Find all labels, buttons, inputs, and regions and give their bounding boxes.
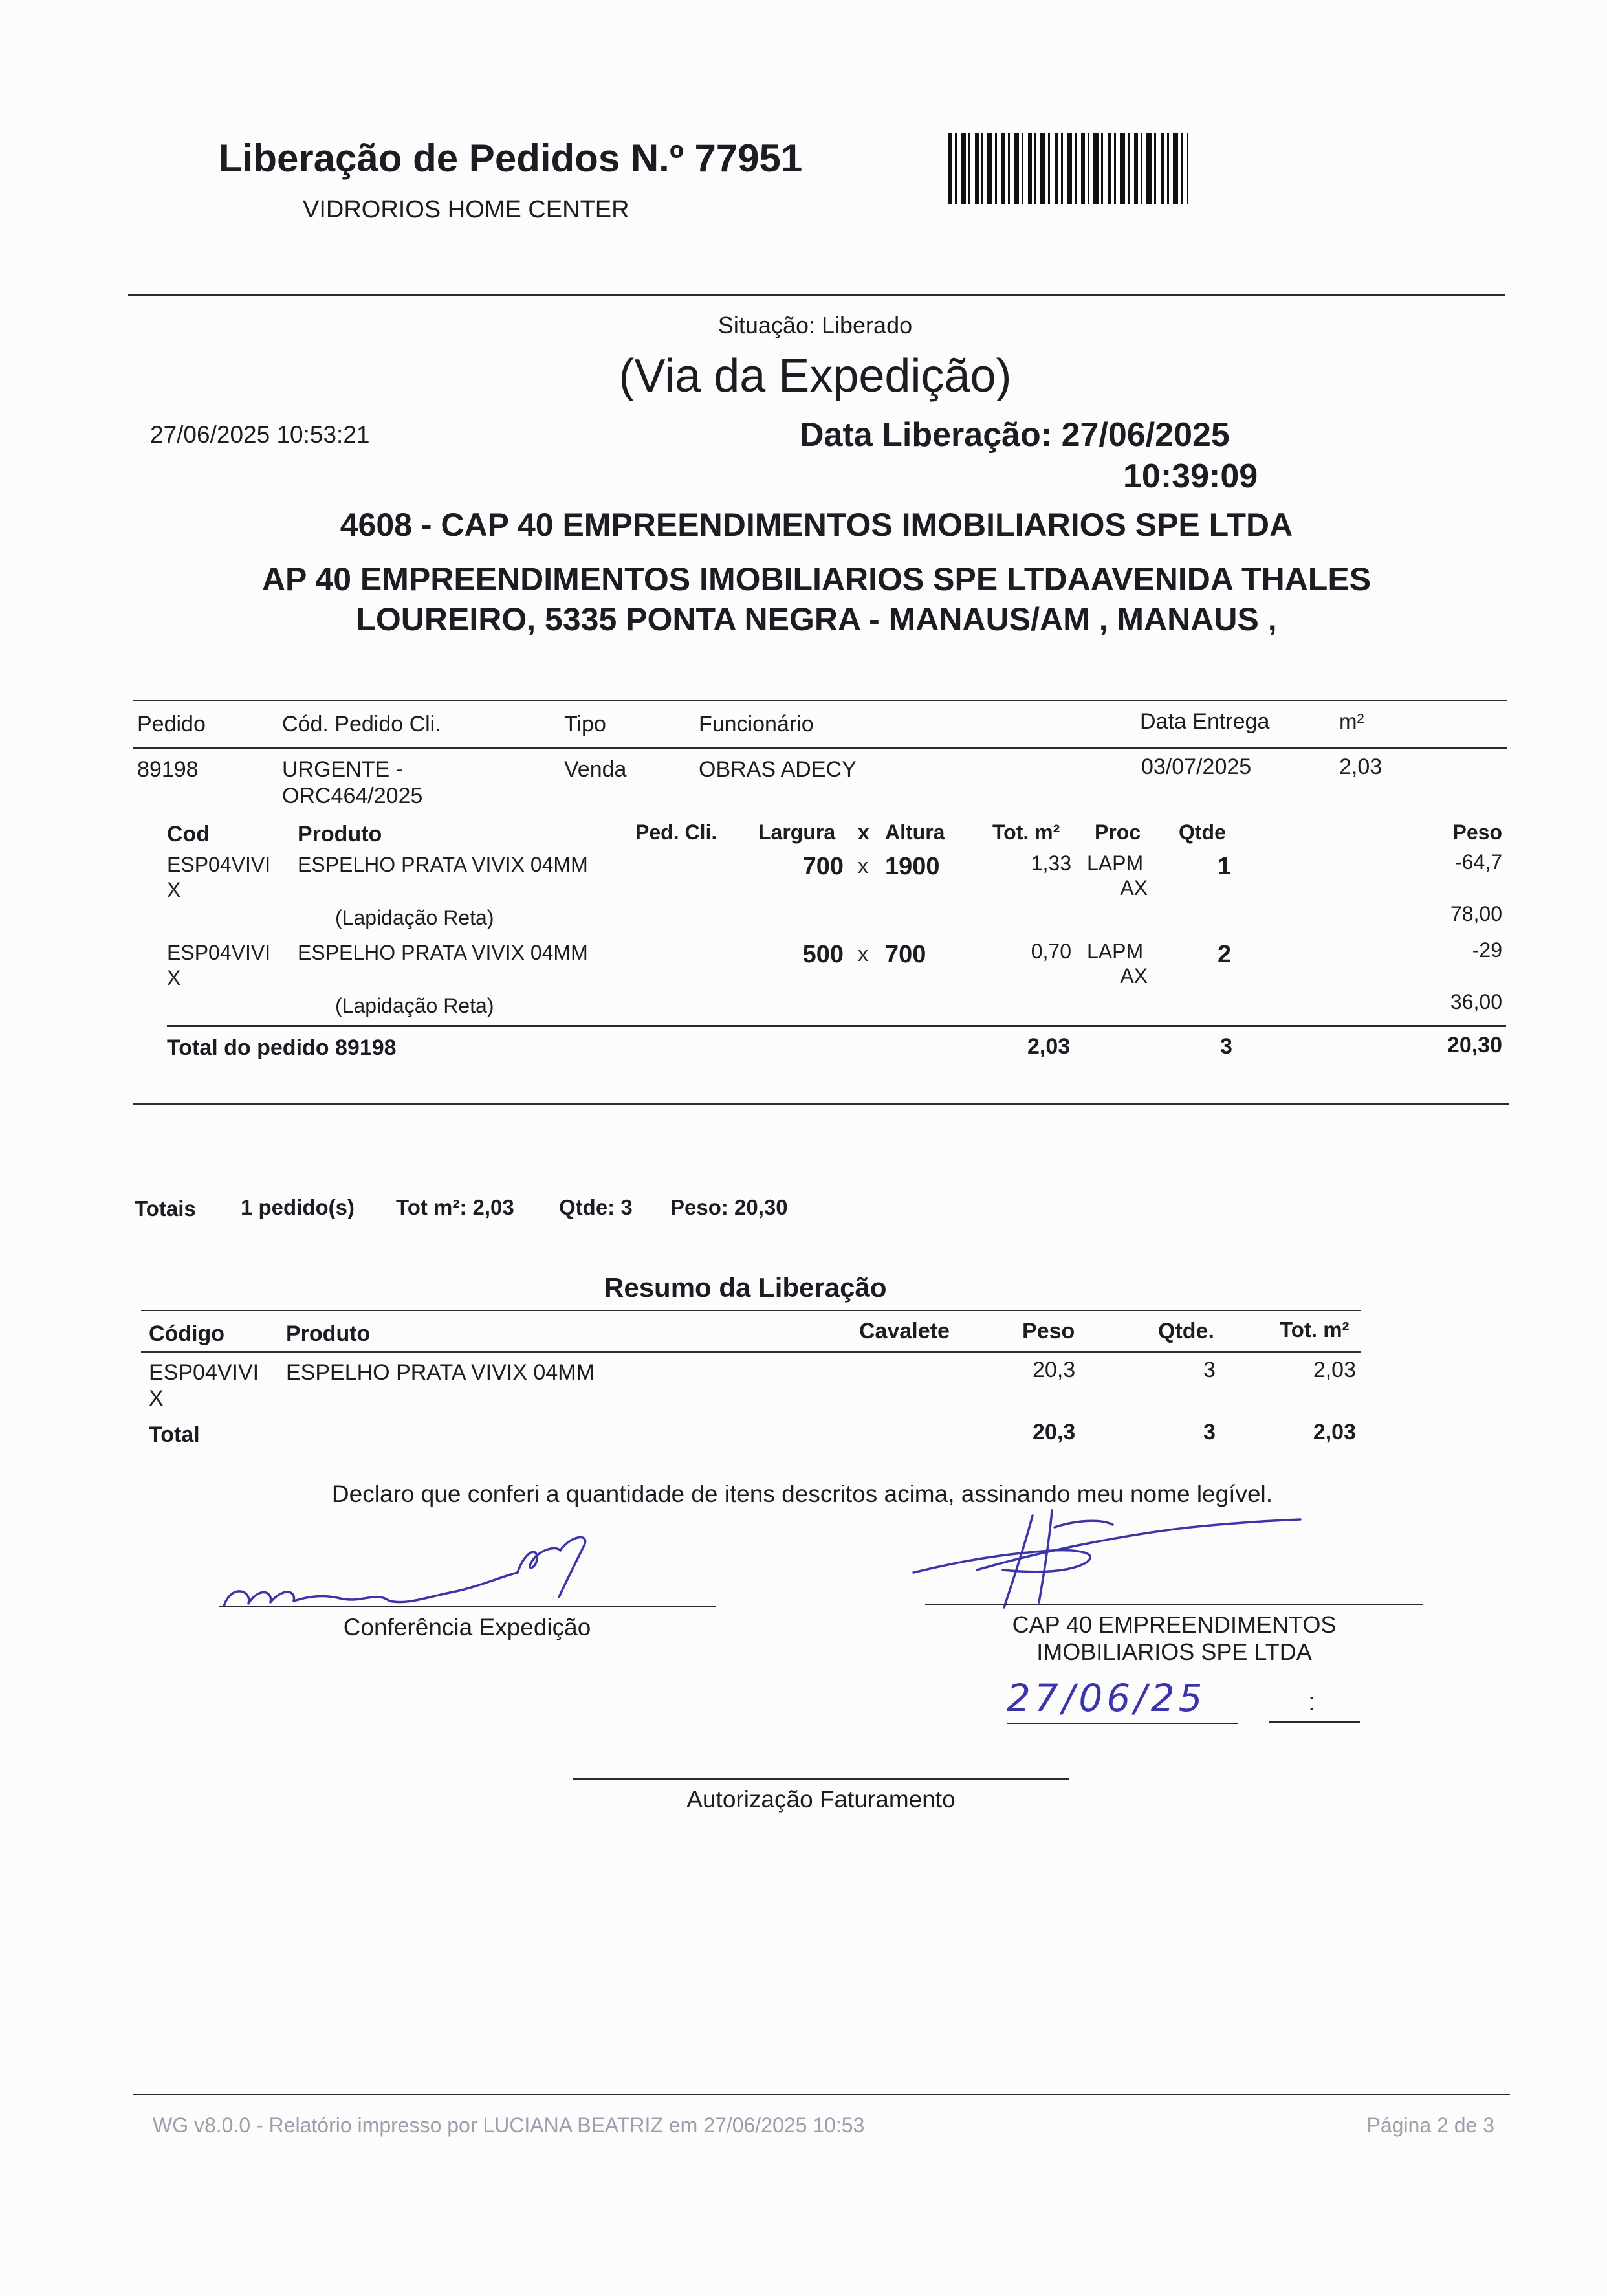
section-rule — [133, 1103, 1509, 1105]
items-header-cod: Cod — [167, 822, 210, 846]
summary-header-qtde: Qtde. — [1158, 1319, 1214, 1343]
summary-code-line2: X — [149, 1386, 164, 1411]
item-process-weight: 78,00 — [1450, 902, 1502, 925]
signature-line-expedicao — [219, 1606, 716, 1607]
item-height: 1900 — [885, 853, 940, 880]
client-address-line2: LOUREIRO, 5335 PONTA NEGRA - MANAUS/AM , MANAUS , — [356, 601, 1277, 637]
item-m2: 0,70 — [1031, 940, 1071, 963]
print-timestamp: 27/06/2025 10:53:21 — [150, 421, 370, 448]
totals-label: Totais — [135, 1197, 196, 1220]
item-process-detail: (Lapidação Reta) — [335, 994, 494, 1017]
items-header-ped-cli: Ped. Cli. — [635, 821, 717, 844]
order-number: 89198 — [137, 757, 199, 782]
client-address-line1: AP 40 EMPREENDIMENTOS IMOBILIARIOS SPE LTDAAVENIDA THALES — [261, 561, 1372, 597]
signature-label-autorizacao: Autorização Faturamento — [686, 1786, 956, 1813]
item-code-line2: X — [167, 966, 181, 989]
order-m2: 2,03 — [1339, 755, 1383, 779]
order-type: Venda — [564, 757, 627, 782]
signature-label-expedicao: Conferência Expedição — [343, 1614, 591, 1640]
item-proc-line2: AX — [1120, 964, 1148, 988]
client-name: 4608 - CAP 40 EMPREENDIMENTOS IMOBILIARIOS SPE LTDA — [340, 507, 1293, 543]
barcode — [948, 133, 1188, 204]
items-header-peso: Peso — [1452, 821, 1502, 844]
item-weight: -64,7 — [1455, 850, 1502, 874]
summary-total-m2: 2,03 — [1313, 1420, 1356, 1444]
item-code-line2: X — [167, 878, 181, 901]
item-proc: LAPM — [1087, 852, 1144, 875]
item-m2: 1,33 — [1031, 852, 1071, 875]
totals-weight: Peso: 20,30 — [670, 1195, 788, 1219]
summary-header-rule — [141, 1351, 1361, 1353]
col-header-pedido: Pedido — [137, 712, 206, 736]
item-process-detail: (Lapidação Reta) — [335, 906, 494, 929]
order-total-weight: 20,30 — [1447, 1033, 1502, 1057]
copy-type: (Via da Expedição) — [618, 350, 1012, 402]
summary-total-qty: 3 — [1203, 1420, 1216, 1444]
item-qty: 1 — [1218, 853, 1232, 880]
client-order-code: URGENTE - — [282, 757, 403, 782]
page-number: Página 2 de 3 — [1366, 2114, 1494, 2137]
document-title: Liberação de Pedidos N.º 77951 — [219, 137, 803, 180]
summary-code: ESP04VIVI — [149, 1360, 259, 1385]
items-header-tot-m2: Tot. m² — [992, 821, 1060, 844]
company-name: VIDRORIOS HOME CENTER — [303, 196, 629, 223]
summary-header-peso: Peso — [1022, 1319, 1075, 1343]
table-top-rule — [133, 700, 1507, 701]
summary-weight: 20,3 — [1033, 1358, 1076, 1382]
client-order-code-line2: ORC464/2025 — [282, 784, 423, 808]
footer-rule — [133, 2094, 1510, 2095]
header-rule — [133, 747, 1507, 749]
footer-print-info: WG v8.0.0 - Relatório impresso por LUCIANA BEATRIZ em 27/06/2025 10:53 — [153, 2114, 865, 2137]
summary-m2: 2,03 — [1313, 1358, 1356, 1382]
signature-label-client-line1: CAP 40 EMPREENDIMENTOS — [1012, 1611, 1337, 1638]
col-header-data-entrega: Data Entrega — [1140, 709, 1270, 734]
summary-header-cavalete: Cavalete — [859, 1319, 950, 1343]
employee: OBRAS ADECY — [699, 757, 857, 782]
date-underline — [1007, 1723, 1238, 1724]
order-total-qty: 3 — [1220, 1034, 1232, 1059]
summary-title: Resumo da Liberação — [604, 1272, 887, 1303]
time-underline — [1269, 1721, 1360, 1723]
item-width: 700 — [802, 853, 844, 880]
signature-label-client-line2: IMOBILIARIOS SPE LTDA — [1036, 1639, 1312, 1665]
items-header-produto: Produto — [298, 822, 382, 846]
item-qty: 2 — [1218, 941, 1232, 968]
items-header-x: x — [858, 821, 869, 844]
summary-header-produto: Produto — [286, 1321, 371, 1346]
signature-line-autorizacao — [573, 1778, 1069, 1780]
item-product: ESPELHO PRATA VIVIX 04MM — [298, 853, 588, 876]
col-header-m2: m² — [1339, 709, 1364, 733]
signature-line-client — [925, 1604, 1423, 1605]
item-proc: LAPM — [1087, 940, 1144, 963]
item-height: 700 — [885, 941, 926, 968]
conference-signature — [213, 1527, 640, 1618]
item-code: ESP04VIVI — [167, 853, 271, 876]
item-x: x — [858, 854, 868, 878]
col-header-cod-cli: Cód. Pedido Cli. — [282, 712, 441, 736]
items-header-qtde: Qtde — [1179, 821, 1226, 844]
declaration-text: Declaro que conferi a quantidade de itens descritos acima, assinando meu nome legível. — [331, 1481, 1273, 1507]
release-time: 10:39:09 — [1123, 458, 1258, 495]
totals-orders: 1 pedido(s) — [241, 1195, 355, 1219]
summary-qty: 3 — [1203, 1358, 1216, 1382]
totals-qty: Qtde: 3 — [559, 1195, 633, 1219]
summary-header-tot-m2: Tot. m² — [1280, 1318, 1350, 1341]
order-total-m2: 2,03 — [1027, 1034, 1071, 1059]
client-signature — [906, 1501, 1307, 1611]
release-date: Data Liberação: 27/06/2025 — [800, 416, 1230, 454]
item-proc-line2: AX — [1120, 876, 1148, 900]
status-text: Situação: Liberado — [717, 312, 913, 338]
items-header-altura: Altura — [885, 821, 945, 844]
handwritten-date: 27/06/25 — [1007, 1676, 1207, 1720]
totals-m2: Tot m²: 2,03 — [396, 1195, 514, 1219]
items-header-largura: Largura — [758, 821, 836, 844]
summary-total-label: Total — [149, 1422, 200, 1447]
total-rule — [167, 1025, 1506, 1027]
items-header-proc: Proc — [1095, 821, 1141, 844]
item-code: ESP04VIVI — [167, 941, 271, 964]
col-header-tipo: Tipo — [564, 712, 606, 736]
time-placeholder: : — [1308, 1688, 1316, 1716]
summary-product: ESPELHO PRATA VIVIX 04MM — [286, 1360, 595, 1385]
item-process-weight: 36,00 — [1450, 990, 1502, 1013]
order-total-label: Total do pedido 89198 — [167, 1035, 397, 1060]
summary-top-rule — [141, 1310, 1361, 1311]
col-header-funcionario: Funcionário — [699, 712, 814, 736]
summary-total-weight: 20,3 — [1033, 1420, 1076, 1444]
item-width: 500 — [802, 941, 844, 968]
delivery-date: 03/07/2025 — [1141, 755, 1252, 779]
divider — [128, 294, 1505, 296]
item-x: x — [858, 942, 868, 966]
item-weight: -29 — [1472, 938, 1502, 962]
item-product: ESPELHO PRATA VIVIX 04MM — [298, 941, 588, 964]
summary-header-codigo: Código — [149, 1321, 225, 1346]
